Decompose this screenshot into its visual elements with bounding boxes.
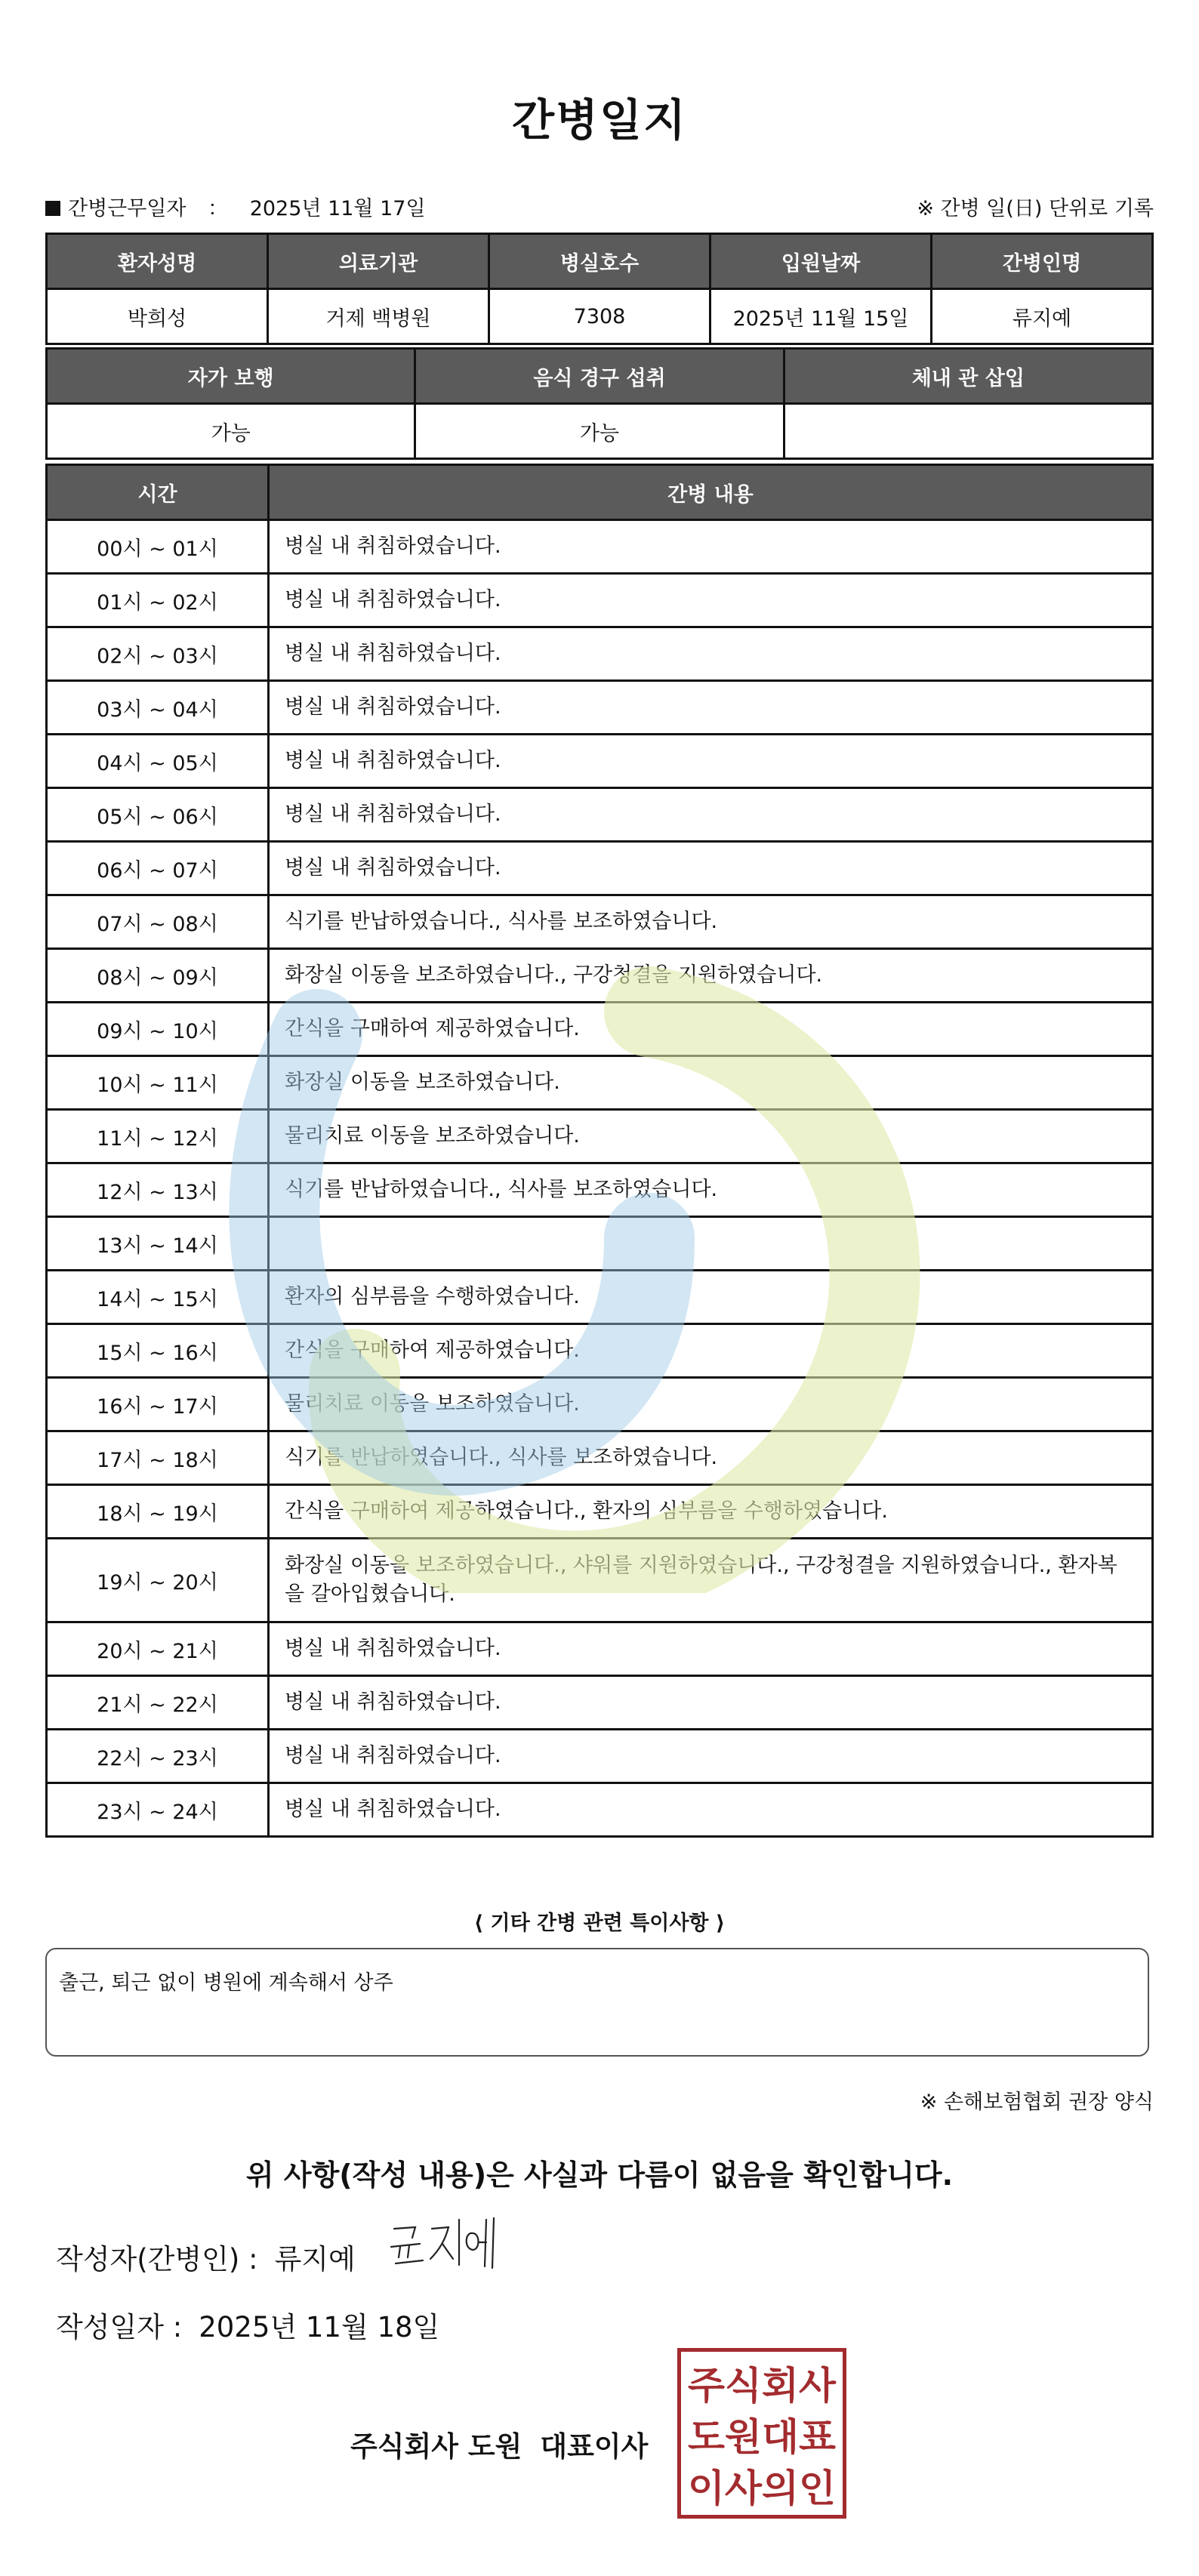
log-row xyxy=(47,1783,1153,1837)
log-content-cell: 식기를 반납하였습니다., 식사를 보조하였습니다. xyxy=(269,895,1153,949)
work-date-value: 2025년 11월 17일 xyxy=(249,197,426,220)
header-oral-intake: 음식 경구 섭취 xyxy=(415,349,784,404)
log-row xyxy=(47,949,1153,1003)
log-row xyxy=(47,1378,1153,1431)
log-rows xyxy=(47,520,1153,1837)
log-content-cell: 간식을 구매하여 제공하였습니다. xyxy=(269,1324,1153,1378)
log-time-cell: 10시 ~ 11시 xyxy=(47,1056,269,1110)
special-notes-text: 출근, 퇴근 없이 병원에 계속해서 상주 xyxy=(59,1971,393,1995)
log-row xyxy=(47,1676,1153,1730)
log-row xyxy=(47,1324,1153,1378)
oral-intake-value: 가능 xyxy=(415,404,784,459)
log-content-cell: 병실 내 취침하였습니다. xyxy=(269,1622,1153,1676)
log-time-cell: 11시 ~ 12시 xyxy=(47,1110,269,1163)
recommended-form-note: ※ 손해보험협회 권장 양식 xyxy=(920,2091,1154,2114)
log-time-cell: 05시 ~ 06시 xyxy=(47,788,269,842)
log-time-cell: 04시 ~ 05시 xyxy=(47,735,269,788)
log-content-cell: 병실 내 취침하였습니다. xyxy=(269,520,1153,574)
header-care-content: 간병 내용 xyxy=(269,465,1153,520)
log-time-cell: 14시 ~ 15시 xyxy=(47,1271,269,1324)
patient-header-row xyxy=(47,234,1153,289)
work-date-label: 간병근무일자 xyxy=(68,197,186,220)
log-row xyxy=(47,1730,1153,1783)
log-content-cell: 병실 내 취침하였습니다. xyxy=(269,735,1153,788)
log-time-cell: 19시 ~ 20시 xyxy=(47,1539,269,1622)
log-content-cell: 식기를 반납하였습니다., 식사를 보조하였습니다. xyxy=(269,1163,1153,1217)
log-time-cell: 23시 ~ 24시 xyxy=(47,1783,269,1837)
log-content-cell: 병실 내 취침하였습니다. xyxy=(269,681,1153,735)
written-date-label: 작성일자 : xyxy=(56,2311,183,2343)
log-content-cell: 화장실 이동을 보조하였습니다., 샤워를 지원하였습니다., 구강청결을 지원하였습니다., 환자복을 갈아입혔습니다. xyxy=(269,1539,1153,1622)
written-date-value: 2025년 11월 18일 xyxy=(199,2311,440,2343)
log-time-cell: 08시 ~ 09시 xyxy=(47,949,269,1003)
log-time-cell: 01시 ~ 02시 xyxy=(47,574,269,627)
log-time-cell: 07시 ~ 08시 xyxy=(47,895,269,949)
log-time-cell: 18시 ~ 19시 xyxy=(47,1485,269,1539)
log-content-cell: 환자의 심부름을 수행하였습니다. xyxy=(269,1271,1153,1324)
log-row xyxy=(47,788,1153,842)
company-name: 주식회사 도원 xyxy=(350,2430,522,2463)
log-header-row xyxy=(47,465,1153,520)
log-row xyxy=(47,1163,1153,1217)
status-value-row xyxy=(47,404,1153,459)
log-row xyxy=(47,1217,1153,1271)
header-admission-date: 입원날짜 xyxy=(710,234,932,289)
room-number: 7308 xyxy=(489,289,710,344)
log-content-cell: 병실 내 취침하였습니다. xyxy=(269,574,1153,627)
log-row xyxy=(47,1485,1153,1539)
log-row xyxy=(47,842,1153,895)
log-time-cell: 00시 ~ 01시 xyxy=(47,520,269,574)
company-representative: 대표이사 xyxy=(540,2430,649,2463)
log-row xyxy=(47,627,1153,681)
log-content-cell: 병실 내 취침하였습니다. xyxy=(269,788,1153,842)
patient-info-table xyxy=(45,233,1154,345)
log-time-cell: 12시 ~ 13시 xyxy=(47,1163,269,1217)
work-date-line xyxy=(45,192,426,221)
log-content-cell: 병실 내 취침하였습니다. xyxy=(269,1730,1153,1783)
admission-date: 2025년 11월 15일 xyxy=(710,289,932,344)
svg-text:주식회사: 주식회사 xyxy=(688,2364,837,2408)
log-row xyxy=(47,574,1153,627)
log-time-cell: 09시 ~ 10시 xyxy=(47,1003,269,1056)
tube-insertion-value xyxy=(784,404,1152,459)
log-time-cell: 06시 ~ 07시 xyxy=(47,842,269,895)
log-time-cell: 03시 ~ 04시 xyxy=(47,681,269,735)
log-content-cell: 화장실 이동을 보조하였습니다., 구강청결을 지원하였습니다. xyxy=(269,949,1153,1003)
status-header-row xyxy=(47,349,1153,404)
log-content-cell: 물리치료 이동을 보조하였습니다. xyxy=(269,1110,1153,1163)
hourly-care-log-table xyxy=(45,464,1154,1838)
writer-label: 작성자(간병인) : xyxy=(56,2243,258,2276)
log-content-cell: 화장실 이동을 보조하였습니다. xyxy=(269,1056,1153,1110)
log-row xyxy=(47,1622,1153,1676)
log-content-cell: 간식을 구매하여 제공하였습니다. xyxy=(269,1003,1153,1056)
confirmation-statement: 위 사항(작성 내용)은 사실과 다름이 없음을 확인합니다. xyxy=(245,2158,954,2192)
page-title: 간병일지 xyxy=(511,94,688,146)
self-walking-value: 가능 xyxy=(47,404,415,459)
daily-record-note: ※ 간병 일(日) 단위로 기록 xyxy=(917,197,1154,220)
log-time-cell: 22시 ~ 23시 xyxy=(47,1730,269,1783)
log-content-cell: 병실 내 취침하였습니다. xyxy=(269,842,1153,895)
hospital-name: 거제 백병원 xyxy=(268,289,489,344)
patient-value-row xyxy=(47,289,1153,344)
written-date-line xyxy=(56,2304,439,2345)
header-caregiver-name: 간병인명 xyxy=(932,234,1153,289)
log-content-cell: 식기를 반납하였습니다., 식사를 보조하였습니다. xyxy=(269,1431,1153,1485)
log-row xyxy=(47,1539,1153,1622)
log-row xyxy=(47,895,1153,949)
log-content-cell: 물리치료 이동을 보조하였습니다. xyxy=(269,1378,1153,1431)
log-time-cell: 13시 ~ 14시 xyxy=(47,1217,269,1271)
log-content-cell: 병실 내 취침하였습니다. xyxy=(269,1783,1153,1837)
log-row xyxy=(47,520,1153,574)
log-time-cell: 20시 ~ 21시 xyxy=(47,1622,269,1676)
header-self-walking: 자가 보행 xyxy=(47,349,415,404)
header-hospital: 의료기관 xyxy=(268,234,489,289)
log-content-cell: 간식을 구매하여 제공하였습니다., 환자의 심부름을 수행하였습니다. xyxy=(269,1485,1153,1539)
patient-name: 박희성 xyxy=(47,289,268,344)
log-time-cell: 02시 ~ 03시 xyxy=(47,627,269,681)
work-date-colon: ： xyxy=(208,197,229,220)
log-time-cell: 15시 ~ 16시 xyxy=(47,1324,269,1378)
log-row xyxy=(47,681,1153,735)
svg-text:이사의인: 이사의인 xyxy=(688,2467,836,2510)
log-content-cell: 병실 내 취침하였습니다. xyxy=(269,1676,1153,1730)
log-row xyxy=(47,1431,1153,1485)
log-row xyxy=(47,1056,1153,1110)
seal-stamp-icon xyxy=(681,2352,843,2515)
company-seal-stamp xyxy=(677,2348,846,2519)
header-patient-name: 환자성명 xyxy=(47,234,268,289)
writer-line xyxy=(56,2236,356,2277)
handwritten-signature-icon xyxy=(385,2212,506,2272)
header-tube-insertion: 체내 관 삽입 xyxy=(784,349,1152,404)
writer-name: 류지예 xyxy=(274,2243,356,2276)
log-row xyxy=(47,735,1153,788)
log-content-cell xyxy=(269,1217,1153,1271)
header-time: 시간 xyxy=(47,465,269,520)
log-time-cell: 17시 ~ 18시 xyxy=(47,1431,269,1485)
special-notes-title: ⟨ 기타 간병 관련 특이사항 ⟩ xyxy=(473,1912,726,1935)
log-row xyxy=(47,1003,1153,1056)
caregiver-name: 류지예 xyxy=(932,289,1153,344)
log-content-cell: 병실 내 취침하였습니다. xyxy=(269,627,1153,681)
log-time-cell: 21시 ~ 22시 xyxy=(47,1676,269,1730)
square-bullet-icon xyxy=(45,201,60,216)
svg-text:도원대표: 도원대표 xyxy=(688,2415,837,2459)
log-row xyxy=(47,1110,1153,1163)
log-row xyxy=(47,1271,1153,1324)
header-room: 병실호수 xyxy=(489,234,710,289)
company-line xyxy=(350,2423,648,2464)
patient-status-table xyxy=(45,347,1154,460)
log-time-cell: 16시 ~ 17시 xyxy=(47,1378,269,1431)
special-notes-box xyxy=(45,1948,1149,2057)
